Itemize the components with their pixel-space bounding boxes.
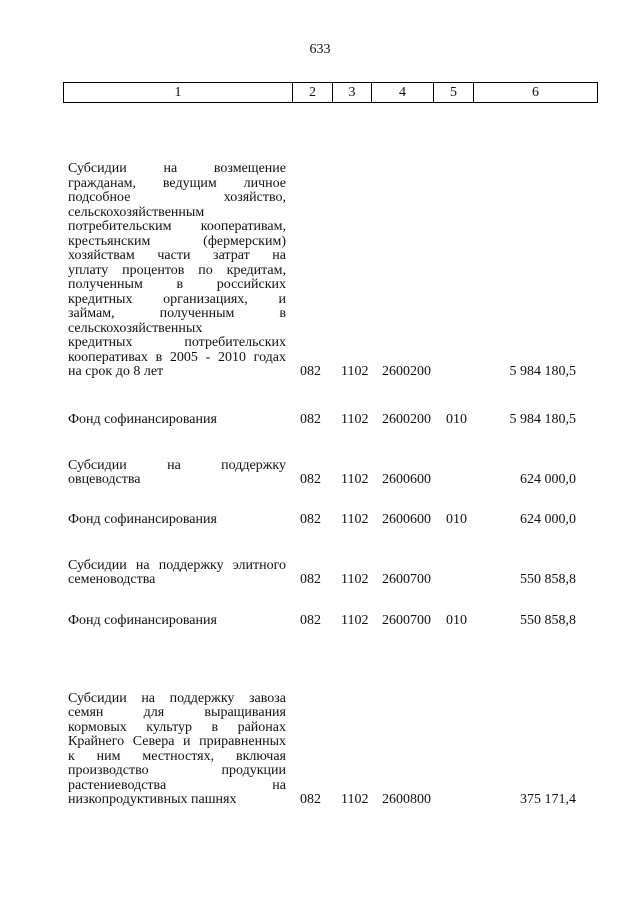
cell-c3: 1102 [341,572,369,587]
cell-c2: 082 [300,412,321,427]
cell-c6: 5 984 180,5 [509,412,576,427]
row-description-line: растениеводства на [68,777,286,793]
cell-c3: 1102 [341,792,369,807]
row-description-line: кормовых культур в районах [68,719,286,735]
row-description [68,614,286,629]
column-header-1: 1 [64,83,293,103]
row-description-line: Субсидии на поддержку завоза [68,690,286,706]
row-description-line: семеноводства [68,572,156,587]
column-header-4: 4 [372,83,434,103]
cell-c4: 2600800 [382,792,431,807]
cell-c4: 2600200 [382,412,431,427]
row-description-line: кооперативах в 2005 - 2010 годах [68,349,286,365]
cell-c6: 550 858,8 [520,613,576,628]
row-description [68,162,286,380]
row-description-line: займам, полученным в [68,306,286,321]
cell-c2: 082 [300,613,321,628]
column-header-table [63,82,598,103]
row-description-line: Крайнего Севера и приравненных [68,734,286,749]
cell-c3: 1102 [341,512,369,527]
row-description-line: кредитных потребительских [68,335,286,350]
cell-c4: 2600600 [382,512,431,527]
cell-c2: 082 [300,572,321,587]
row-description-line: Фонд софинансирования [68,512,217,527]
row-description-line: хозяйствам части затрат на [68,248,286,263]
cell-c6: 624 000,0 [520,472,576,487]
cell-c4: 2600700 [382,572,431,587]
row-description [68,459,286,488]
row-description-line: Субсидии на возмещение [68,161,286,176]
cell-c6: 624 000,0 [520,512,576,527]
cell-c6: 375 171,4 [520,792,576,807]
row-description [68,513,286,528]
column-header-3: 3 [333,83,372,103]
column-header-5: 5 [434,83,474,103]
row-description-line: Субсидии на поддержку [68,457,286,473]
cell-c2: 082 [300,364,321,379]
row-description-line: потребительским кооперативам, [68,219,286,234]
cell-c3: 1102 [341,364,369,379]
cell-c2: 082 [300,472,321,487]
row-description-line: уплату процентов по кредитам, [68,262,286,278]
page-number: 633 [309,42,331,57]
row-description-line: производство продукции [68,763,286,778]
row-description-line: низкопродуктивных пашнях [68,792,237,807]
cell-c3: 1102 [341,472,369,487]
row-description-line: подсобное хозяйство, [68,190,286,205]
cell-c5: 010 [446,412,467,427]
cell-c5: 010 [446,512,467,527]
row-description-line: к ним местностях, включая [68,748,286,764]
column-header-6: 6 [474,83,598,103]
cell-c3: 1102 [341,412,369,427]
row-description-line: сельскохозяйственных [68,320,203,336]
row-description [68,559,286,588]
row-description-line: на срок до 8 лет [68,364,164,379]
row-description [68,413,286,428]
cell-c2: 082 [300,792,321,807]
row-description-line: семян для выращивания [68,705,286,720]
cell-c6: 5 984 180,5 [509,364,576,379]
row-description-line: крестьянским (фермерским) [68,233,286,249]
column-header-2: 2 [293,83,333,103]
row-description-line: гражданам, ведущим личное [68,175,286,191]
cell-c6: 550 858,8 [520,572,576,587]
cell-c4: 2600200 [382,364,431,379]
row-description-line: полученным в российских [68,277,286,292]
row-description-line: овцеводства [68,472,141,487]
row-description-line: сельскохозяйственным [68,204,205,220]
row-description-line: Субсидии на поддержку элитного [68,557,286,573]
row-description-line: кредитных организациях, и [68,291,286,307]
cell-c3: 1102 [341,613,369,628]
row-description-line: Фонд софинансирования [68,613,217,628]
cell-c4: 2600600 [382,472,431,487]
row-description [68,692,286,808]
cell-c4: 2600700 [382,613,431,628]
row-description-line: Фонд софинансирования [68,412,217,427]
cell-c5: 010 [446,613,467,628]
cell-c2: 082 [300,512,321,527]
